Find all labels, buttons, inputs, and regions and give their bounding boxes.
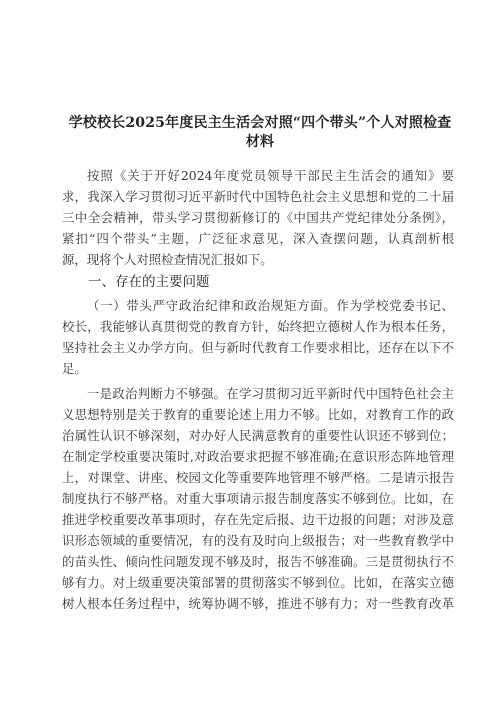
paragraph-line: 紧扣“四个带头”主题，广泛征求意见，深入查摆问题，认真剖析根	[62, 231, 454, 246]
paragraph-line: 一是政治判断力不够强。在学习贯彻习近平新时代中国特色社会主	[87, 386, 454, 401]
section-heading: 一、存在的主要问题	[88, 274, 210, 290]
paragraph-line: 治属性认识不够深刻，对办好人民满意教育的重要性认识还不够到位；	[62, 428, 454, 443]
paragraph-line: 源，现将个人对照检查情况汇报如下。	[62, 252, 273, 267]
paragraph-line: 求，我深入学习贯彻习近平新时代中国特色社会主义思想和党的二十届	[62, 189, 454, 204]
paragraph-line: 在制定学校重要决策时,对政治要求把握不够准确;在意识形态阵地管理	[62, 449, 454, 464]
paragraph-line: 坚持社会主义办学方向。但与新时代教育工作要求相比，还存在以下不	[62, 340, 454, 355]
document-title-line2: 材料	[245, 134, 275, 150]
paragraph-line: 树人根本任务过程中，统筹协调不够，推进不够有力；对一些教育改革	[62, 596, 454, 611]
paragraph-line: 制度执行不够严格。对重大事项请示报告制度落实不够到位。比如，在	[62, 491, 454, 506]
paragraph-line: 推进学校重要改革事项时，存在先定后报、边干边报的问题；对涉及意	[62, 512, 454, 527]
paragraph-line: 的苗头性、倾向性问题发现不够及时，报告不够准确。三是贯彻执行不	[62, 554, 454, 569]
paragraph-line: 足。	[62, 361, 87, 376]
paragraph-line: 识形态领域的重要情况，有的没有及时向上级报告；对一些教育教学中	[62, 533, 454, 548]
paragraph-line: 按照《关于开好2024年度党员领导干部民主生活会的通知》要	[87, 168, 454, 183]
paragraph-line: 三中全会精神，带头学习贯彻新修订的《中国共产党纪律处分条例》，	[62, 210, 454, 225]
paragraph-line: 校长，我能够认真贯彻党的教育方针，始终把立德树人作为根本任务，	[62, 319, 454, 334]
document-title-line1: 学校校长2025年度民主生活会对照“四个带头”个人对照检查	[68, 115, 452, 131]
paragraph-line: 够有力。对上级重要决策部署的贯彻落实不够到位。比如，在落实立德	[62, 575, 454, 590]
paragraph-line: 上，对课堂、讲座、校园文化等重要阵地管理不够严格。二是请示报告	[62, 470, 454, 485]
paragraph-line: （一）带头严守政治纪律和政治规矩方面。作为学校党委书记、	[87, 298, 454, 313]
paragraph-line: 义思想特别是关于教育的重要论述上用力不够。比如，对教育工作的政	[62, 407, 454, 422]
